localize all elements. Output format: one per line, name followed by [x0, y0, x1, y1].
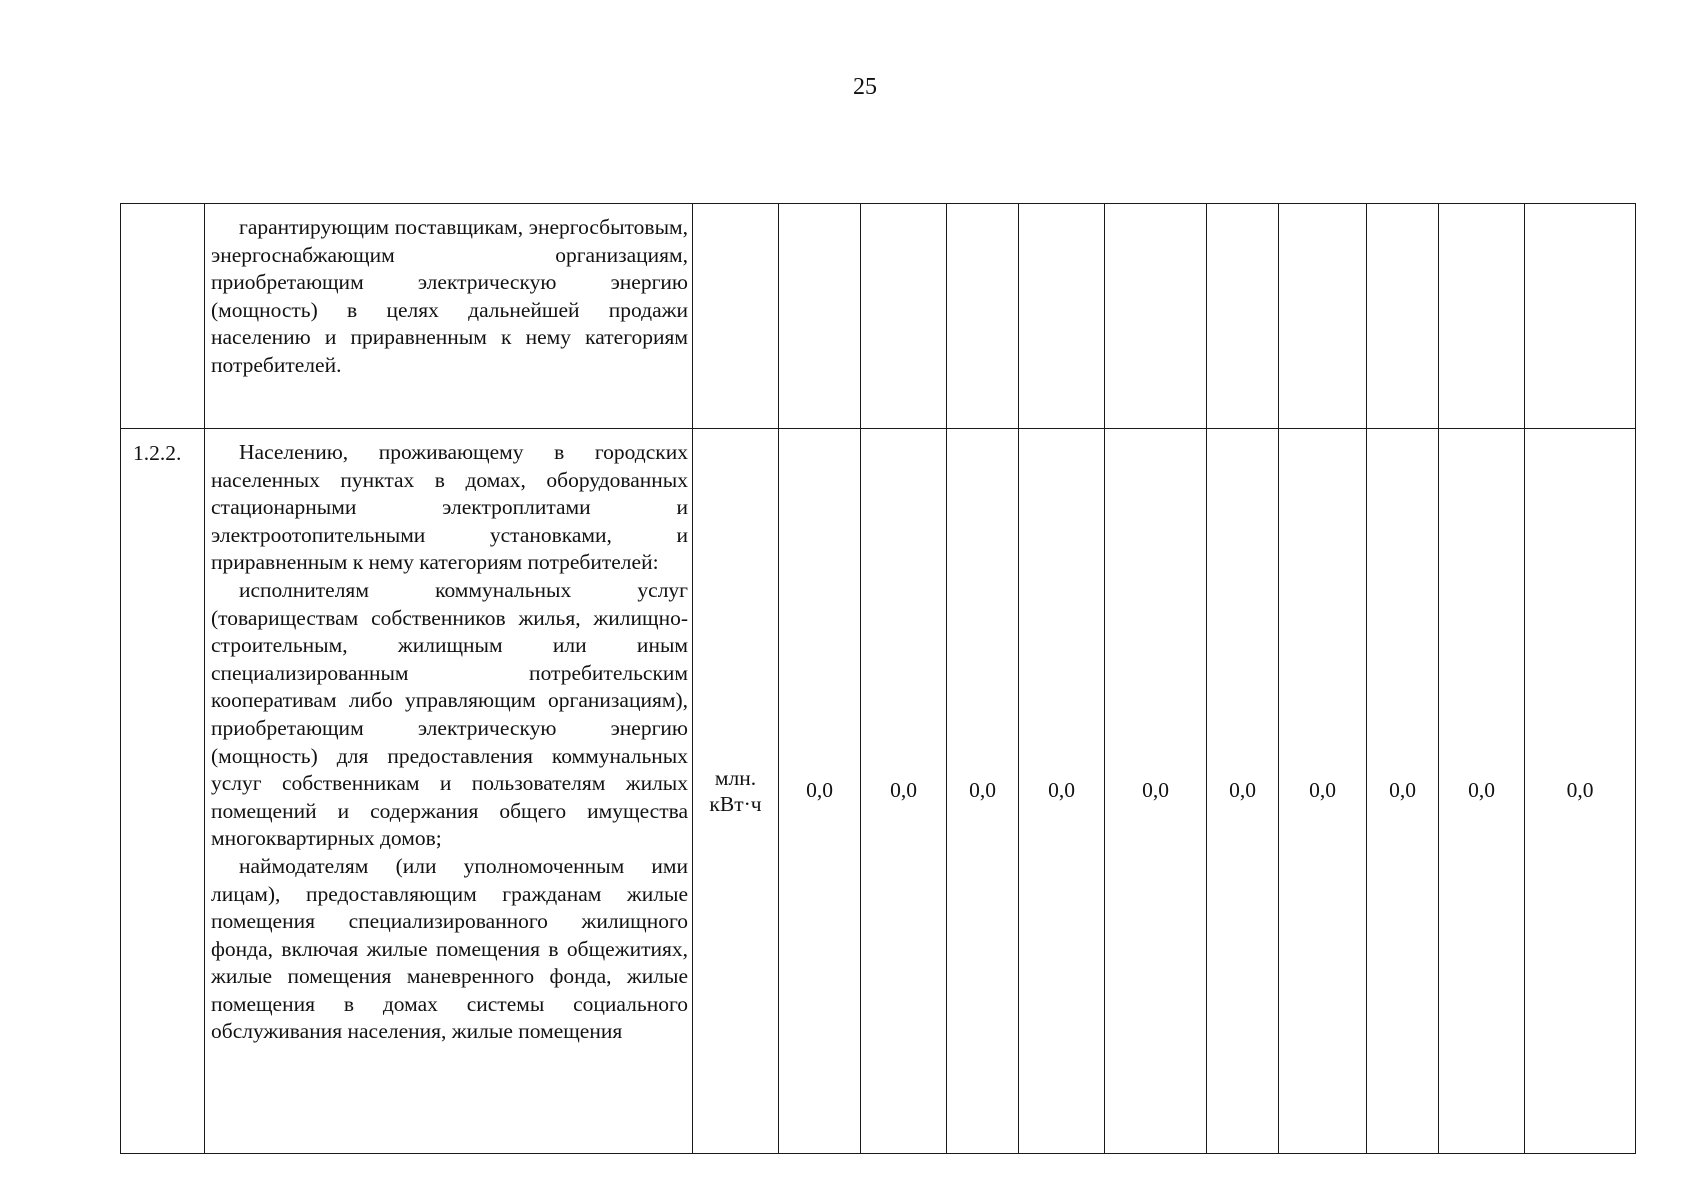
value-cell: 0,0: [947, 429, 1019, 1154]
row-number-cell: [121, 204, 205, 429]
value-cell: 0,0: [1019, 429, 1105, 1154]
value-cell: 0,0: [1439, 429, 1525, 1154]
data-table: [120, 203, 1636, 1154]
value-cell: 0,0: [1525, 429, 1636, 1154]
value-cell: [779, 204, 861, 429]
description-cell: [205, 204, 693, 429]
value-cell: [1279, 204, 1367, 429]
value-cell: 0,0: [1105, 429, 1207, 1154]
value-cell: [1105, 204, 1207, 429]
description-paragraph: гарантирующим поставщикам, энергосбытовым, энергоснабжающим организациям, приобретающим электрическую энергию (мощность) в целях дальнейшей продажи населению и приравненным к нему категориям потребителей.: [211, 215, 688, 377]
description-paragraph: исполнителям коммунальных услуг (товариществам собственников жилья, жилищно-строительным, жилищным или иным специализированным потребительским кооперативам либо управляющим организациям), приобретающим электрическую энергию (мощность) для предоставления коммунальных услуг собственникам и пользователям жилых помещений и содержания общего имущества многоквартирных домов;: [211, 577, 688, 851]
value-cell: [1367, 204, 1439, 429]
value-cell: 0,0: [1207, 429, 1279, 1154]
unit-cell: [693, 429, 779, 1154]
unit-cell: [693, 204, 779, 429]
value-cell: [1525, 204, 1636, 429]
unit-line: млн.: [714, 766, 757, 790]
value-cell: [1207, 204, 1279, 429]
value-cell: [947, 204, 1019, 429]
table-row: [121, 429, 1636, 1154]
unit-line: кВт·ч: [709, 792, 762, 816]
page-number: 25: [853, 74, 877, 100]
description-cell: [205, 429, 693, 1154]
table-row: [121, 204, 1636, 429]
description-paragraph: наймодателям (или уполномоченным ими лицам), предоставляющим гражданам жилые помещения специализированного жилищного фонда, включая жилые помещения в общежитиях, жилые помещения маневренного фонда, жилые помещения в домах системы социального обслуживания населения, жилые помещения: [211, 853, 688, 1044]
value-cell: 0,0: [1279, 429, 1367, 1154]
value-cell: 0,0: [1367, 429, 1439, 1154]
value-cell: [861, 204, 947, 429]
value-cell: 0,0: [861, 429, 947, 1154]
value-cell: 0,0: [779, 429, 861, 1154]
value-cell: [1019, 204, 1105, 429]
row-number-cell: 1.2.2.: [121, 429, 205, 1154]
value-cell: [1439, 204, 1525, 429]
description-paragraph: Населению, проживающему в городских населенных пунктах в домах, оборудованных стационарными электроплитами и электроотопительными установками, и приравненным к нему категориям потребителей:: [211, 440, 688, 575]
